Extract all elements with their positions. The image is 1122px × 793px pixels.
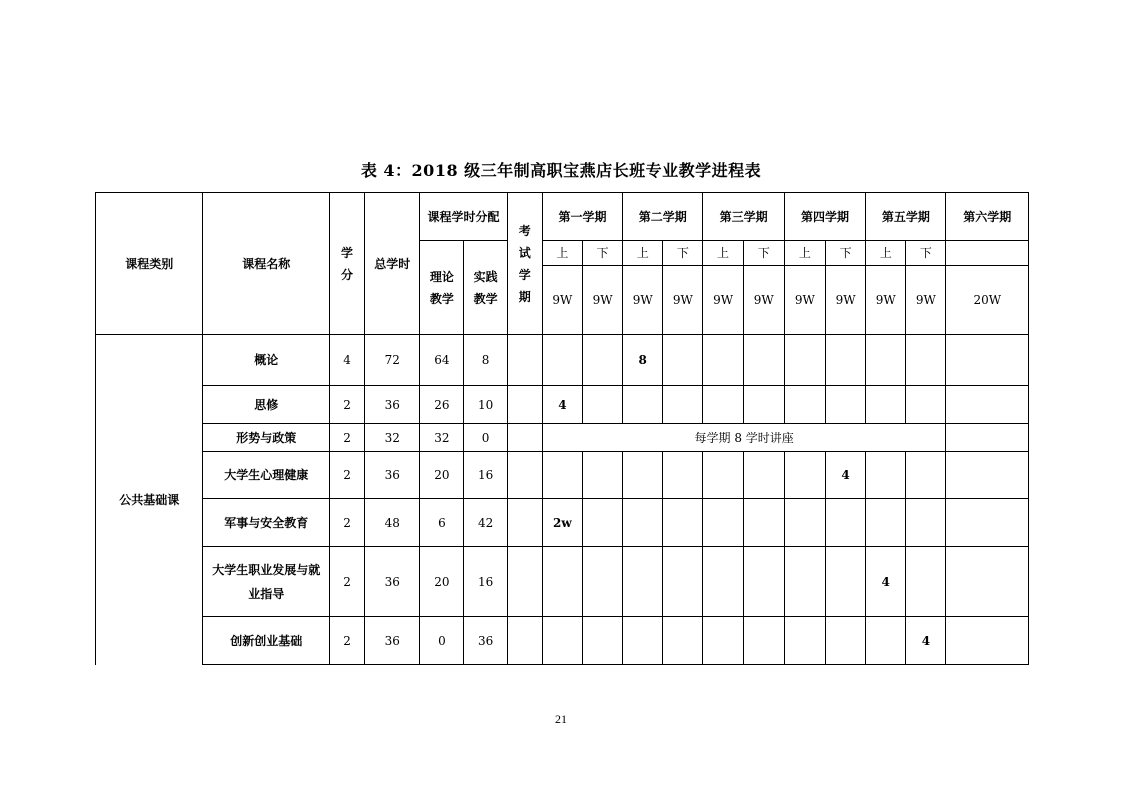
exam-term-cell — [507, 499, 542, 547]
course-name: 大学生职业发展与就业指导 — [203, 547, 330, 617]
semester-slot — [542, 452, 582, 499]
semester-slot — [946, 452, 1029, 499]
semester-slot — [946, 547, 1029, 617]
semester-slot: 4 — [866, 547, 906, 617]
course-name: 概论 — [203, 335, 330, 386]
semester-slot — [784, 452, 825, 499]
semester-slot — [623, 452, 663, 499]
half-lower: 下 — [906, 241, 946, 266]
semester-slot: 4 — [906, 617, 946, 665]
semester-slot — [946, 335, 1029, 386]
credits-cell: 2 — [329, 499, 364, 547]
table-row — [96, 499, 1029, 547]
teaching-schedule-table — [95, 192, 1029, 665]
table-row — [96, 335, 1029, 386]
semester-slot: 2w — [542, 499, 582, 547]
semester-slot — [743, 547, 784, 617]
weeks-cell: 20W — [946, 266, 1029, 335]
semester-slot — [703, 547, 743, 617]
practice-hours-cell: 0 — [464, 424, 507, 452]
half-lower: 下 — [582, 241, 622, 266]
semester-slot — [703, 499, 743, 547]
practice-hours-cell: 10 — [464, 386, 507, 424]
semester-slot — [743, 499, 784, 547]
semester-slot — [703, 335, 743, 386]
table-row — [96, 386, 1029, 424]
weeks-cell: 9W — [743, 266, 784, 335]
semester-slot — [906, 499, 946, 547]
weeks-cell: 9W — [866, 266, 906, 335]
exam-term-cell — [507, 547, 542, 617]
exam-term-cell — [507, 386, 542, 424]
half-lower: 下 — [743, 241, 784, 266]
header-semester-1: 第一学期 — [542, 193, 622, 241]
semester-slot — [743, 452, 784, 499]
semester-slot — [784, 386, 825, 424]
table-title: 表 4：2018 级三年制高职宝燕店长班专业教学进程表 — [360, 161, 762, 180]
total-hours-cell: 36 — [365, 452, 420, 499]
weeks-cell: 9W — [663, 266, 703, 335]
semester-slot — [825, 335, 865, 386]
credits-cell: 2 — [329, 547, 364, 617]
theory-hours-cell: 32 — [420, 424, 464, 452]
total-hours-cell: 36 — [365, 547, 420, 617]
course-name: 军事与安全教育 — [203, 499, 330, 547]
header-hour-distribution: 课程学时分配 — [420, 193, 507, 241]
weeks-cell: 9W — [825, 266, 865, 335]
weeks-cell: 9W — [623, 266, 663, 335]
half-lower: 下 — [663, 241, 703, 266]
header-semester-4: 第四学期 — [784, 193, 865, 241]
semester-slot — [663, 617, 703, 665]
half-upper: 上 — [542, 241, 582, 266]
header-exam-term: 考试学期 — [507, 193, 542, 335]
semester-slot — [866, 452, 906, 499]
semester-slot — [784, 335, 825, 386]
semester-slot — [784, 547, 825, 617]
practice-hours-cell: 36 — [464, 617, 507, 665]
semester-slot — [663, 335, 703, 386]
table-row — [96, 452, 1029, 499]
header-semester-6: 第六学期 — [946, 193, 1029, 241]
table-row — [96, 547, 1029, 617]
credits-cell: 4 — [329, 335, 364, 386]
table-row — [96, 617, 1029, 665]
practice-hours-cell: 16 — [464, 547, 507, 617]
semester-slot — [946, 617, 1029, 665]
semester-slot — [582, 386, 622, 424]
half-upper: 上 — [623, 241, 663, 266]
half-upper: 上 — [866, 241, 906, 266]
semester-slot — [582, 499, 622, 547]
semester-slot — [663, 499, 703, 547]
semester-slot — [703, 617, 743, 665]
credits-cell: 2 — [329, 386, 364, 424]
practice-hours-cell: 42 — [464, 499, 507, 547]
total-hours-cell: 72 — [365, 335, 420, 386]
credits-cell: 2 — [329, 452, 364, 499]
half-lower: 下 — [825, 241, 865, 266]
total-hours-cell: 48 — [365, 499, 420, 547]
semester-slot — [906, 547, 946, 617]
semester-slot — [542, 335, 582, 386]
practice-hours-cell: 16 — [464, 452, 507, 499]
semester-slot — [542, 617, 582, 665]
semester-slot — [784, 617, 825, 665]
semester-slot — [582, 547, 622, 617]
credits-cell: 2 — [329, 424, 364, 452]
semester-slot — [946, 424, 1029, 452]
header-semester-2: 第二学期 — [623, 193, 703, 241]
total-hours-cell: 36 — [365, 386, 420, 424]
total-hours-cell: 32 — [365, 424, 420, 452]
header-credits: 学分 — [329, 193, 364, 335]
theory-hours-cell: 64 — [420, 335, 464, 386]
half-upper: 上 — [784, 241, 825, 266]
semester-slot — [623, 499, 663, 547]
semester-slot — [582, 452, 622, 499]
merged-note: 每学期 8 学时讲座 — [542, 424, 946, 452]
weeks-cell: 9W — [582, 266, 622, 335]
semester-slot: 4 — [542, 386, 582, 424]
header-course-name: 课程名称 — [203, 193, 330, 335]
semester-slot — [825, 617, 865, 665]
semester-slot — [866, 499, 906, 547]
exam-term-cell — [507, 617, 542, 665]
exam-term-cell — [507, 424, 542, 452]
semester-slot — [825, 547, 865, 617]
semester-slot — [623, 617, 663, 665]
semester-slot — [743, 335, 784, 386]
semester-slot — [663, 452, 703, 499]
course-name: 大学生心理健康 — [203, 452, 330, 499]
semester-slot — [825, 499, 865, 547]
header-practice: 实践教学 — [464, 241, 507, 335]
total-hours-cell: 36 — [365, 617, 420, 665]
weeks-cell: 9W — [784, 266, 825, 335]
semester-slot — [946, 499, 1029, 547]
semester-slot — [743, 617, 784, 665]
header-total-hours: 总学时 — [365, 193, 420, 335]
course-name: 形势与政策 — [203, 424, 330, 452]
semester-slot — [743, 386, 784, 424]
theory-hours-cell: 0 — [420, 617, 464, 665]
semester-slot — [623, 547, 663, 617]
practice-hours-cell: 8 — [464, 335, 507, 386]
weeks-cell: 9W — [542, 266, 582, 335]
semester-slot — [582, 335, 622, 386]
exam-term-cell — [507, 335, 542, 386]
semester-slot — [866, 335, 906, 386]
header-semester-5: 第五学期 — [866, 193, 946, 241]
semester-slot: 8 — [623, 335, 663, 386]
table-row — [96, 424, 1029, 452]
weeks-cell: 9W — [906, 266, 946, 335]
semester-slot — [703, 452, 743, 499]
semester-slot — [703, 386, 743, 424]
semester-slot — [906, 335, 946, 386]
half-empty — [946, 241, 1029, 266]
course-name: 思修 — [203, 386, 330, 424]
page-number: 21 — [555, 712, 567, 726]
header-theory: 理论教学 — [420, 241, 464, 335]
semester-slot — [946, 386, 1029, 424]
theory-hours-cell: 26 — [420, 386, 464, 424]
semester-slot — [784, 499, 825, 547]
theory-hours-cell: 6 — [420, 499, 464, 547]
exam-term-cell — [507, 452, 542, 499]
weeks-cell: 9W — [703, 266, 743, 335]
theory-hours-cell: 20 — [420, 547, 464, 617]
semester-slot — [906, 386, 946, 424]
semester-slot — [623, 386, 663, 424]
header-category: 课程类别 — [96, 193, 203, 335]
half-upper: 上 — [703, 241, 743, 266]
semester-slot — [866, 386, 906, 424]
semester-slot — [542, 547, 582, 617]
header-semester-3: 第三学期 — [703, 193, 784, 241]
credits-cell: 2 — [329, 617, 364, 665]
semester-slot — [663, 386, 703, 424]
semester-slot — [825, 386, 865, 424]
semester-slot — [906, 452, 946, 499]
course-name: 创新创业基础 — [203, 617, 330, 665]
theory-hours-cell: 20 — [420, 452, 464, 499]
semester-slot — [866, 617, 906, 665]
semester-slot: 4 — [825, 452, 865, 499]
semester-slot — [582, 617, 622, 665]
course-category: 公共基础课 — [96, 335, 203, 665]
semester-slot — [663, 547, 703, 617]
